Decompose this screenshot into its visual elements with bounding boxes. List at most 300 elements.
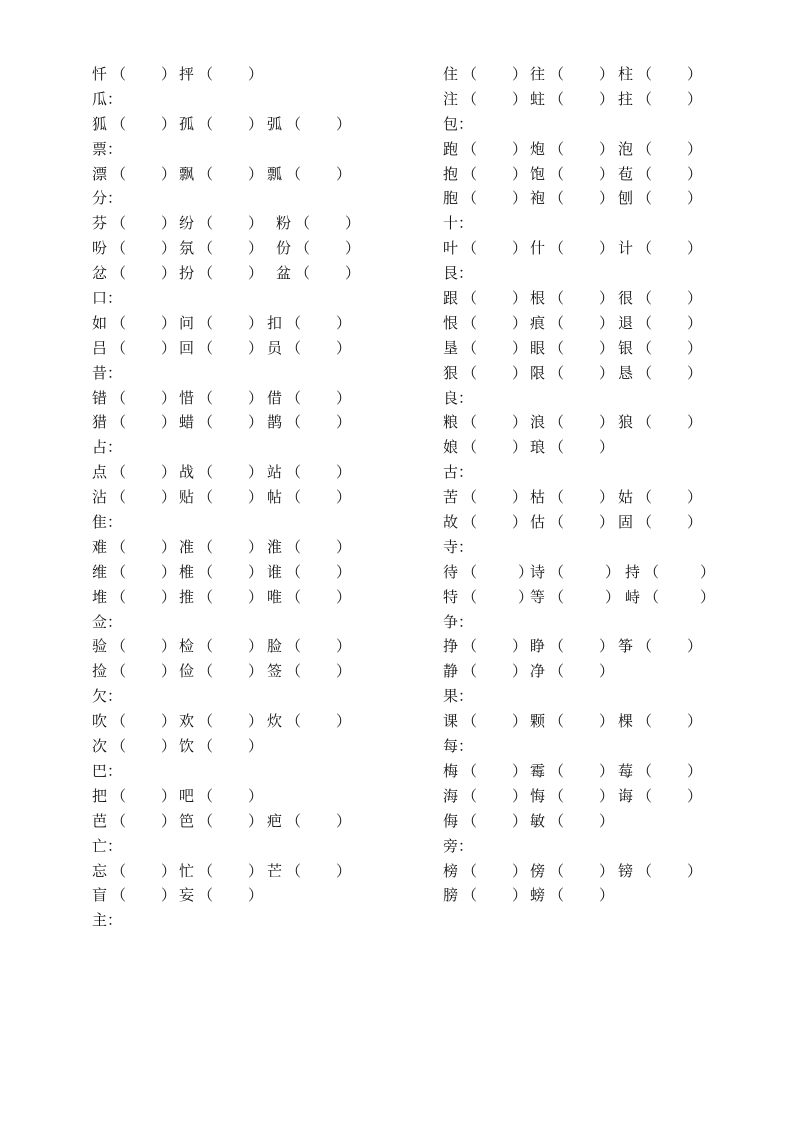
character-cell xyxy=(267,634,352,659)
answer-blank[interactable] xyxy=(212,410,248,435)
answer-blank[interactable] xyxy=(212,535,248,560)
answer-blank[interactable] xyxy=(563,435,599,460)
character: 抱 xyxy=(443,164,459,183)
answer-blank[interactable] xyxy=(125,809,161,834)
close-bracket: ） xyxy=(161,413,177,432)
close-bracket: ） xyxy=(512,488,528,507)
answer-blank[interactable] xyxy=(651,162,687,187)
character-cell xyxy=(618,186,703,211)
open-bracket: （ xyxy=(286,114,302,133)
close-bracket: ） xyxy=(248,786,264,805)
open-bracket: （ xyxy=(549,89,565,108)
answer-blank[interactable] xyxy=(212,162,248,187)
character-cell xyxy=(92,734,177,759)
character: 狐 xyxy=(92,114,108,133)
answer-blank[interactable] xyxy=(300,634,336,659)
open-bracket: （ xyxy=(549,513,565,532)
answer-blank[interactable] xyxy=(563,784,599,809)
answer-blank[interactable] xyxy=(212,311,248,336)
close-bracket: ） xyxy=(599,712,615,731)
open-bracket: （ xyxy=(462,289,478,308)
close-bracket: ） xyxy=(336,662,352,681)
answer-blank[interactable] xyxy=(651,510,687,535)
answer-blank[interactable] xyxy=(651,87,687,112)
close-bracket: ） xyxy=(336,562,352,581)
open-bracket: （ xyxy=(111,338,127,357)
exercise-row xyxy=(92,883,392,908)
close-bracket: ） xyxy=(161,463,177,482)
answer-blank[interactable] xyxy=(125,311,161,336)
radical-label: 十： xyxy=(443,214,474,233)
answer-blank[interactable] xyxy=(476,759,512,784)
answer-blank[interactable] xyxy=(212,809,248,834)
answer-blank[interactable] xyxy=(212,62,248,87)
answer-blank[interactable] xyxy=(476,784,512,809)
character: 姑 xyxy=(618,488,634,507)
answer-blank[interactable] xyxy=(563,809,599,834)
close-bracket: ） xyxy=(248,338,264,357)
open-bracket: （ xyxy=(644,587,660,606)
answer-blank[interactable] xyxy=(651,336,687,361)
close-bracket: ） xyxy=(512,139,528,158)
open-bracket: （ xyxy=(637,363,653,382)
answer-blank[interactable] xyxy=(651,410,687,435)
radical-label: 欠： xyxy=(92,687,123,706)
close-bracket: ） xyxy=(161,313,177,332)
open-bracket: （ xyxy=(286,488,302,507)
radical-label: 争： xyxy=(443,612,474,631)
answer-blank[interactable] xyxy=(212,709,248,734)
character: 诗 xyxy=(530,562,546,581)
open-bracket: （ xyxy=(198,662,214,681)
open-bracket: （ xyxy=(111,637,127,656)
answer-blank[interactable] xyxy=(476,560,518,585)
answer-blank[interactable] xyxy=(125,261,161,286)
answer-blank[interactable] xyxy=(651,311,687,336)
answer-blank[interactable] xyxy=(563,485,599,510)
answer-blank[interactable] xyxy=(563,410,599,435)
answer-blank[interactable] xyxy=(476,311,512,336)
answer-blank[interactable] xyxy=(651,137,687,162)
answer-blank[interactable] xyxy=(651,634,687,659)
open-bracket: （ xyxy=(637,712,653,731)
answer-blank[interactable] xyxy=(300,585,336,610)
answer-blank[interactable] xyxy=(651,859,687,884)
answer-blank[interactable] xyxy=(212,211,248,236)
close-bracket: ） xyxy=(161,239,177,258)
answer-blank[interactable] xyxy=(300,460,336,485)
character-cell xyxy=(618,336,703,361)
character-cell xyxy=(267,410,352,435)
answer-blank[interactable] xyxy=(125,410,161,435)
answer-blank[interactable] xyxy=(651,186,687,211)
exercise-row xyxy=(443,162,743,187)
close-bracket: ） xyxy=(512,811,528,830)
open-bracket: （ xyxy=(286,388,302,407)
character: 维 xyxy=(92,562,108,581)
close-bracket: ） xyxy=(248,114,264,133)
close-bracket: ） xyxy=(512,886,528,905)
close-bracket: ） xyxy=(336,712,352,731)
character-cell xyxy=(92,883,177,908)
answer-blank[interactable] xyxy=(212,485,248,510)
character-cell xyxy=(179,336,264,361)
character: 捡 xyxy=(92,662,108,681)
open-bracket: （ xyxy=(111,587,127,606)
answer-blank[interactable] xyxy=(563,560,605,585)
close-bracket: ） xyxy=(336,861,352,880)
answer-blank[interactable] xyxy=(309,211,345,236)
answer-blank[interactable] xyxy=(658,560,700,585)
open-bracket: （ xyxy=(295,239,311,258)
character-cell xyxy=(92,560,177,585)
character: 准 xyxy=(179,537,195,556)
answer-blank[interactable] xyxy=(563,510,599,535)
close-bracket: ） xyxy=(599,488,615,507)
answer-blank[interactable] xyxy=(125,659,161,684)
character: 问 xyxy=(179,313,195,332)
answer-blank[interactable] xyxy=(476,510,512,535)
character-cell xyxy=(530,87,615,112)
character: 吹 xyxy=(92,712,108,731)
open-bracket: （ xyxy=(549,662,565,681)
answer-blank[interactable] xyxy=(651,485,687,510)
answer-blank[interactable] xyxy=(212,634,248,659)
answer-blank[interactable] xyxy=(212,386,248,411)
answer-blank[interactable] xyxy=(651,62,687,87)
close-bracket: ） xyxy=(336,338,352,357)
character: 员 xyxy=(267,338,283,357)
character: 往 xyxy=(530,65,546,83)
radical-label: 古： xyxy=(443,463,474,482)
answer-blank[interactable] xyxy=(300,859,336,884)
answer-blank[interactable] xyxy=(300,560,336,585)
close-bracket: ） xyxy=(248,662,264,681)
answer-blank[interactable] xyxy=(563,87,599,112)
character: 膀 xyxy=(443,886,459,905)
character: 注 xyxy=(443,89,459,108)
character-cell xyxy=(618,485,703,510)
exercise-row xyxy=(92,560,392,585)
answer-blank[interactable] xyxy=(300,112,336,137)
answer-blank[interactable] xyxy=(212,883,248,908)
answer-blank[interactable] xyxy=(476,87,512,112)
character-cell xyxy=(267,809,352,834)
radical-header xyxy=(443,734,743,759)
character-cell xyxy=(618,162,703,187)
answer-blank[interactable] xyxy=(309,261,345,286)
answer-blank[interactable] xyxy=(563,585,605,610)
character: 很 xyxy=(618,289,634,308)
close-bracket: ） xyxy=(336,463,352,482)
answer-blank[interactable] xyxy=(563,361,599,386)
answer-blank[interactable] xyxy=(476,286,512,311)
answer-blank[interactable] xyxy=(300,485,336,510)
exercise-row xyxy=(92,336,392,361)
open-bracket: （ xyxy=(111,214,127,233)
answer-blank[interactable] xyxy=(309,236,345,261)
answer-blank[interactable] xyxy=(651,286,687,311)
answer-blank[interactable] xyxy=(476,137,512,162)
answer-blank[interactable] xyxy=(212,460,248,485)
character-cell xyxy=(530,336,615,361)
answer-blank[interactable] xyxy=(125,485,161,510)
character: 忿 xyxy=(92,264,108,283)
close-bracket: ） xyxy=(599,786,615,805)
character-cell xyxy=(267,560,352,585)
close-bracket: ） xyxy=(512,65,528,83)
close-bracket: ） xyxy=(161,662,177,681)
open-bracket: （ xyxy=(637,786,653,805)
answer-blank[interactable] xyxy=(125,386,161,411)
answer-blank[interactable] xyxy=(125,535,161,560)
exercise-row xyxy=(443,236,743,261)
close-bracket: ） xyxy=(687,761,703,780)
close-bracket: ） xyxy=(248,587,264,606)
answer-blank[interactable] xyxy=(125,883,161,908)
answer-blank[interactable] xyxy=(651,709,687,734)
character-cell xyxy=(267,859,352,884)
close-bracket: ） xyxy=(687,313,703,332)
character-cell xyxy=(276,261,361,286)
close-bracket: ） xyxy=(700,562,716,581)
character-cell xyxy=(443,286,528,311)
answer-blank[interactable] xyxy=(300,709,336,734)
answer-blank[interactable] xyxy=(563,883,599,908)
answer-blank[interactable] xyxy=(125,336,161,361)
character: 欢 xyxy=(179,712,195,731)
open-bracket: （ xyxy=(198,637,214,656)
answer-blank[interactable] xyxy=(125,211,161,236)
answer-blank[interactable] xyxy=(476,236,512,261)
answer-blank[interactable] xyxy=(476,809,512,834)
character-cell xyxy=(443,809,528,834)
open-bracket: （ xyxy=(198,313,214,332)
answer-blank[interactable] xyxy=(212,859,248,884)
answer-blank[interactable] xyxy=(125,460,161,485)
answer-blank[interactable] xyxy=(563,286,599,311)
close-bracket: ） xyxy=(687,139,703,158)
answer-blank[interactable] xyxy=(212,112,248,137)
answer-blank[interactable] xyxy=(476,485,512,510)
answer-blank[interactable] xyxy=(125,162,161,187)
character-cell xyxy=(443,236,528,261)
character: 狠 xyxy=(443,363,459,382)
answer-blank[interactable] xyxy=(125,585,161,610)
answer-blank[interactable] xyxy=(125,859,161,884)
answer-blank[interactable] xyxy=(212,659,248,684)
close-bracket: ） xyxy=(700,587,716,606)
character: 粉 xyxy=(276,214,292,233)
open-bracket: （ xyxy=(286,313,302,332)
answer-blank[interactable] xyxy=(300,809,336,834)
answer-blank[interactable] xyxy=(125,112,161,137)
answer-blank[interactable] xyxy=(651,236,687,261)
open-bracket: （ xyxy=(198,537,214,556)
radical-header xyxy=(92,834,392,859)
character-cell xyxy=(618,62,703,87)
answer-blank[interactable] xyxy=(212,560,248,585)
answer-blank[interactable] xyxy=(300,410,336,435)
answer-blank[interactable] xyxy=(563,859,599,884)
close-bracket: ） xyxy=(599,811,615,830)
close-bracket: ） xyxy=(161,537,177,556)
close-bracket: ） xyxy=(599,886,615,905)
answer-blank[interactable] xyxy=(563,759,599,784)
exercise-row xyxy=(443,286,743,311)
open-bracket: （ xyxy=(549,861,565,880)
character-cell xyxy=(179,311,264,336)
answer-blank[interactable] xyxy=(651,784,687,809)
answer-blank[interactable] xyxy=(476,659,512,684)
character-cell xyxy=(92,859,177,884)
close-bracket: ） xyxy=(687,164,703,183)
character-cell xyxy=(92,386,177,411)
open-bracket: （ xyxy=(111,488,127,507)
answer-blank[interactable] xyxy=(658,585,700,610)
radical-label: 隹： xyxy=(92,513,123,532)
character: 莓 xyxy=(618,761,634,780)
answer-blank[interactable] xyxy=(212,261,248,286)
character-cell xyxy=(443,759,528,784)
answer-blank[interactable] xyxy=(563,186,599,211)
exercise-row xyxy=(443,62,743,87)
open-bracket: （ xyxy=(549,189,565,208)
close-bracket: ） xyxy=(599,239,615,258)
close-bracket: ） xyxy=(248,239,264,258)
answer-blank[interactable] xyxy=(300,336,336,361)
close-bracket: ） xyxy=(687,712,703,731)
open-bracket: （ xyxy=(111,886,127,905)
open-bracket: （ xyxy=(549,164,565,183)
character: 琅 xyxy=(530,438,546,457)
answer-blank[interactable] xyxy=(212,236,248,261)
answer-blank[interactable] xyxy=(651,361,687,386)
character-cell xyxy=(92,585,177,610)
answer-blank[interactable] xyxy=(125,784,161,809)
close-bracket: ） xyxy=(599,289,615,308)
open-bracket: （ xyxy=(111,861,127,880)
answer-blank[interactable] xyxy=(300,659,336,684)
open-bracket: （ xyxy=(637,761,653,780)
answer-blank[interactable] xyxy=(125,236,161,261)
answer-blank[interactable] xyxy=(125,62,161,87)
radical-label: 票： xyxy=(92,139,123,158)
answer-blank[interactable] xyxy=(563,236,599,261)
answer-blank[interactable] xyxy=(563,162,599,187)
answer-blank[interactable] xyxy=(476,62,512,87)
answer-blank[interactable] xyxy=(563,336,599,361)
open-bracket: （ xyxy=(111,786,127,805)
answer-blank[interactable] xyxy=(300,162,336,187)
answer-blank[interactable] xyxy=(212,585,248,610)
answer-blank[interactable] xyxy=(476,361,512,386)
open-bracket: （ xyxy=(462,313,478,332)
close-bracket: ） xyxy=(605,587,621,606)
left-column xyxy=(92,62,392,933)
open-bracket: （ xyxy=(462,438,478,457)
close-bracket: ） xyxy=(248,712,264,731)
exercise-row xyxy=(443,186,743,211)
radical-label: 主： xyxy=(92,911,123,930)
character: 棵 xyxy=(618,712,634,731)
answer-blank[interactable] xyxy=(563,659,599,684)
answer-blank[interactable] xyxy=(476,410,512,435)
exercise-row xyxy=(92,784,392,809)
character: 持 xyxy=(625,562,641,581)
radical-header xyxy=(92,87,392,112)
character-cell xyxy=(92,410,177,435)
answer-blank[interactable] xyxy=(476,186,512,211)
answer-blank[interactable] xyxy=(563,62,599,87)
character-cell xyxy=(618,709,703,734)
answer-blank[interactable] xyxy=(563,137,599,162)
answer-blank[interactable] xyxy=(651,759,687,784)
exercise-row xyxy=(92,311,392,336)
answer-blank[interactable] xyxy=(125,709,161,734)
open-bracket: （ xyxy=(111,413,127,432)
answer-blank[interactable] xyxy=(476,162,512,187)
radical-label: 巴： xyxy=(92,761,123,780)
answer-blank[interactable] xyxy=(300,386,336,411)
answer-blank[interactable] xyxy=(476,883,512,908)
character-cell xyxy=(267,112,352,137)
close-bracket: ） xyxy=(518,562,534,581)
close-bracket: ） xyxy=(161,587,177,606)
answer-blank[interactable] xyxy=(476,435,512,460)
answer-blank[interactable] xyxy=(212,784,248,809)
character-cell xyxy=(179,709,264,734)
character-cell xyxy=(443,311,528,336)
answer-blank[interactable] xyxy=(300,535,336,560)
character-cell xyxy=(530,560,621,585)
close-bracket: ） xyxy=(336,313,352,332)
answer-blank[interactable] xyxy=(125,560,161,585)
open-bracket: （ xyxy=(286,537,302,556)
open-bracket: （ xyxy=(462,811,478,830)
character: 检 xyxy=(179,637,195,656)
answer-blank[interactable] xyxy=(563,709,599,734)
open-bracket: （ xyxy=(198,413,214,432)
answer-blank[interactable] xyxy=(563,634,599,659)
answer-blank[interactable] xyxy=(476,336,512,361)
answer-blank[interactable] xyxy=(125,634,161,659)
answer-blank[interactable] xyxy=(212,734,248,759)
radical-label: 佥： xyxy=(92,612,123,631)
answer-blank[interactable] xyxy=(476,585,518,610)
character-cell xyxy=(530,883,615,908)
radical-header xyxy=(92,908,392,933)
open-bracket: （ xyxy=(286,562,302,581)
close-bracket: ） xyxy=(161,637,177,656)
close-bracket: ） xyxy=(605,562,621,581)
character-cell xyxy=(443,62,528,87)
exercise-row xyxy=(92,485,392,510)
close-bracket: ） xyxy=(345,214,361,233)
close-bracket: ） xyxy=(161,338,177,357)
character-cell xyxy=(179,560,264,585)
answer-blank[interactable] xyxy=(563,311,599,336)
close-bracket: ） xyxy=(512,786,528,805)
answer-blank[interactable] xyxy=(212,336,248,361)
answer-blank[interactable] xyxy=(125,734,161,759)
answer-blank[interactable] xyxy=(476,859,512,884)
answer-blank[interactable] xyxy=(476,709,512,734)
answer-blank[interactable] xyxy=(300,311,336,336)
character: 谁 xyxy=(267,562,283,581)
open-bracket: （ xyxy=(462,761,478,780)
answer-blank[interactable] xyxy=(476,634,512,659)
